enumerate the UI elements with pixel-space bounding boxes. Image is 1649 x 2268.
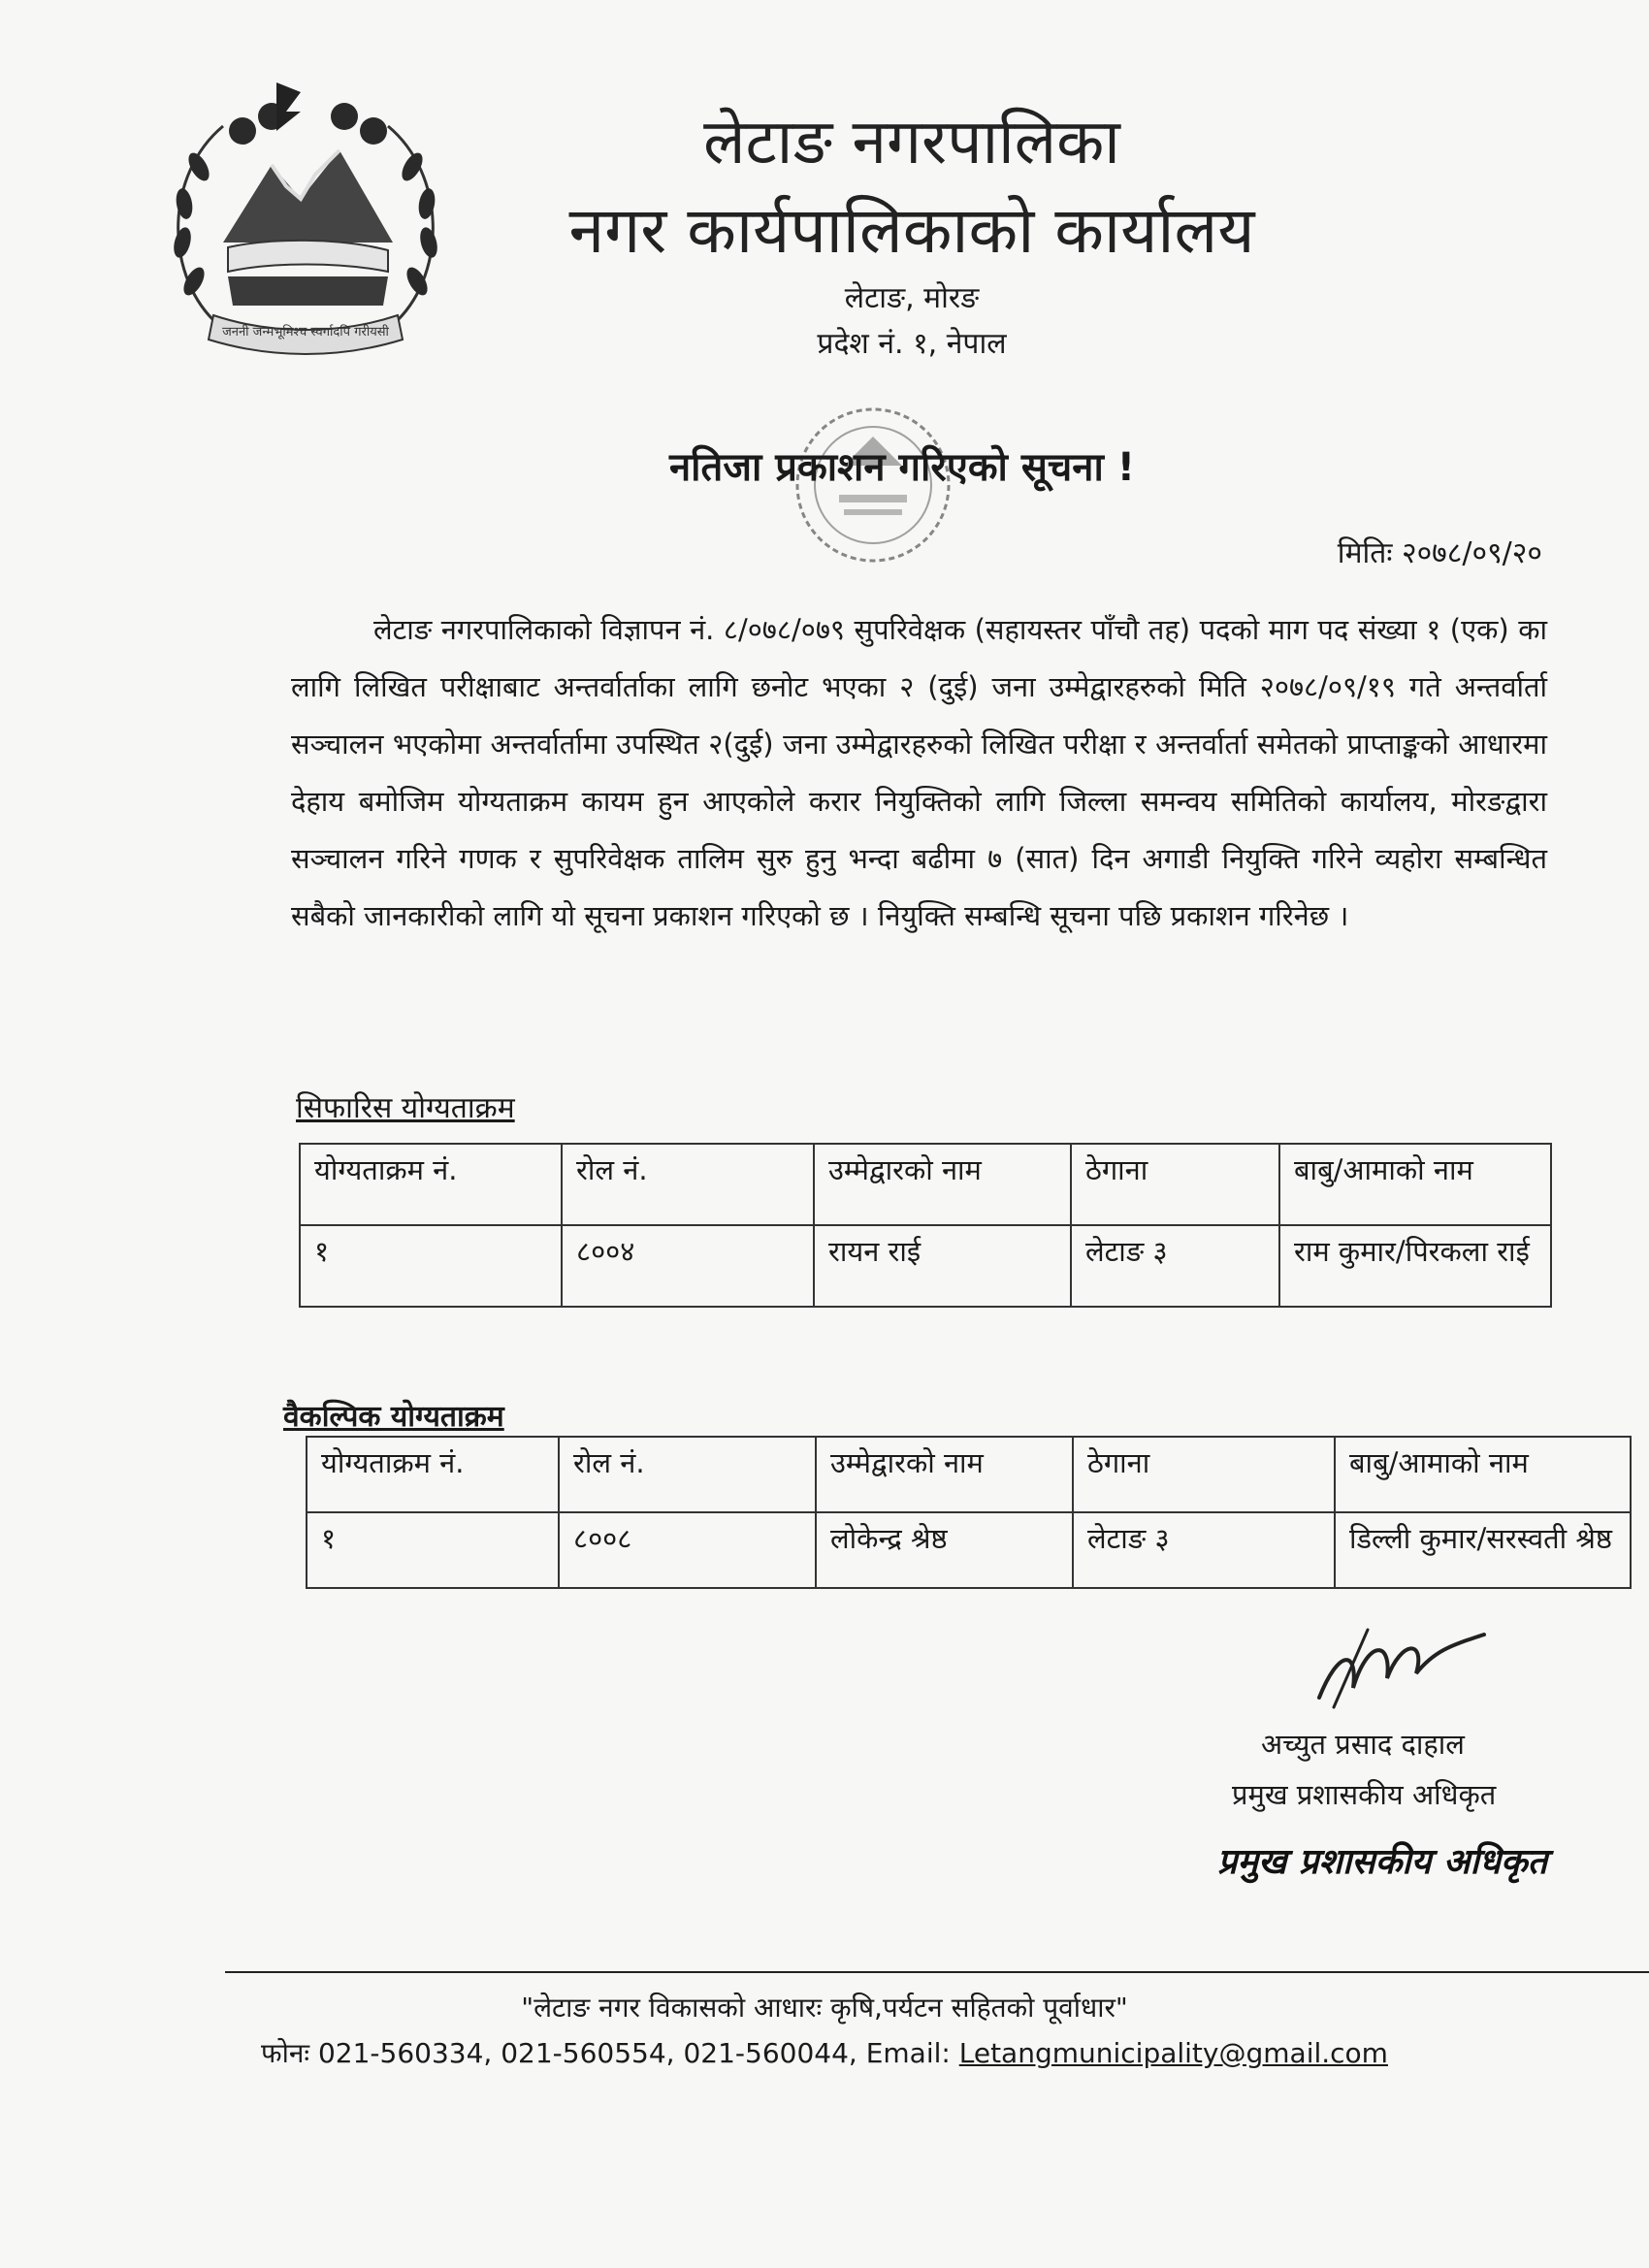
nepal-emblem-icon bbox=[155, 78, 456, 359]
alternate-heading: वैकल्पिक योग्यताक्रम bbox=[283, 1400, 504, 1434]
notice-body-text: लेटाङ नगरपालिकाको विज्ञापन नं. ८/०७८/०७९ सुपरिवेक्षक (सहायस्तर पाँचौ तह) पदको माग पद संख्या १ (एक) का लागि लिखित परीक्षाबाट अन्तर्वार्ताका लागि छनोट भएका २ (दुई) जना उम्मेद्वारहरुको मिति २०७८/०९/१९ गते अन्तर्वार्ता सञ्चालन भएकोमा अन्तर्वार्तामा उपस्थित २(दुई) जना उम्मेद्वारहरुको लिखित परीक्षा र अन्तर्वार्ता समेतको प्राप्ताङ्कको आधारमा देहाय बमोजिम योग्यताक्रम कायम हुन आएकोले करार नियुक्तिको लागि जिल्ला समन्वय समितिको कार्यालय, मोरङद्वारा सञ्चालन गरिने गणक र सुपरिवेक्षक तालिम सुरु हुनु भन्दा बढीमा ७ (सात) दिन अगाडी नियुक्ति गरिने व्यहोरा सम्बन्धित सबैको जानकारीको लागि यो सूचना प्रकाशन गरिएको छ । नियुक्ति सम्बन्धि सूचना पछि प्रकाशन गरिनेछ । bbox=[291, 613, 1547, 932]
table-header-row bbox=[300, 1144, 1551, 1225]
col-candidate-name: उम्मेद्वारको नाम bbox=[814, 1144, 1071, 1225]
cell-address: लेटाङ ३ bbox=[1071, 1225, 1279, 1307]
recommended-table bbox=[299, 1143, 1552, 1308]
phone-numbers: 021-560334, 021-560554, 021-560044, bbox=[317, 2037, 857, 2069]
signatory-title: प्रमुख प्रशासकीय अधिकृत bbox=[1232, 1778, 1497, 1811]
cell-candidate-name: लोकेन्द्र श्रेष्ठ bbox=[816, 1512, 1073, 1588]
cell-roll-no: ८००४ bbox=[562, 1225, 814, 1307]
footer-contact bbox=[0, 2034, 1649, 2071]
table-row bbox=[300, 1225, 1551, 1307]
table-header-row bbox=[307, 1437, 1631, 1512]
address-district: लेटाङ, मोरङ bbox=[844, 281, 980, 315]
footer-divider bbox=[225, 1971, 1649, 1973]
cell-merit-no: १ bbox=[300, 1225, 562, 1307]
col-address: ठेगाना bbox=[1073, 1437, 1335, 1512]
col-candidate-name: उम्मेद्वारको नाम bbox=[816, 1437, 1073, 1512]
phone-label: फोनः bbox=[261, 2037, 310, 2069]
municipality-name: लेटाङ नगरपालिका bbox=[703, 107, 1120, 178]
cell-candidate-name: रायन राई bbox=[814, 1225, 1071, 1307]
col-parents-name: बाबु/आमाको नाम bbox=[1279, 1144, 1551, 1225]
cell-merit-no: १ bbox=[307, 1512, 559, 1588]
cell-address: लेटाङ ३ bbox=[1073, 1512, 1335, 1588]
signatory-name: अच्युत प्रसाद दाहाल bbox=[1261, 1728, 1465, 1761]
alternate-table bbox=[306, 1436, 1632, 1589]
emblem-motto: जननी जन्मभूमिश्च स्वर्गादपि गरीयसी bbox=[222, 325, 389, 340]
signature-icon bbox=[1300, 1610, 1494, 1727]
email-label: Email: bbox=[865, 2037, 951, 2069]
cell-parents-name: डिल्ली कुमार/सरस्वती श्रेष्ठ bbox=[1335, 1512, 1631, 1588]
cell-roll-no: ८००८ bbox=[559, 1512, 816, 1588]
col-roll-no: रोल नं. bbox=[559, 1437, 816, 1512]
email-link[interactable]: Letangmunicipality@gmail.com bbox=[958, 2037, 1388, 2069]
notice-title: नतिजा प्रकाशन गरिएको सूचना ! bbox=[668, 445, 1136, 490]
col-roll-no: रोल नं. bbox=[562, 1144, 814, 1225]
cell-parents-name: राम कुमार/पिरकला राई bbox=[1279, 1225, 1551, 1307]
notice-date: मितिः २०७८/०९/२० bbox=[1337, 536, 1542, 570]
signatory-stamp: प्रमुख प्रशासकीय अधिकृत bbox=[1217, 1842, 1548, 1882]
col-parents-name: बाबु/आमाको नाम bbox=[1335, 1437, 1631, 1512]
notice-body bbox=[291, 601, 1547, 945]
col-merit-no: योग्यताक्रम नं. bbox=[300, 1144, 562, 1225]
address-province: प्रदेश नं. १, नेपाल bbox=[817, 327, 1007, 361]
table-row bbox=[307, 1512, 1631, 1588]
office-name: नगर कार्यपालिकाको कार्यालय bbox=[568, 193, 1255, 268]
col-address: ठेगाना bbox=[1071, 1144, 1279, 1225]
recommended-heading: सिफारिस योग्यताक्रम bbox=[296, 1091, 515, 1125]
col-merit-no: योग्यताक्रम नं. bbox=[307, 1437, 559, 1512]
footer-slogan: "लेटाङ नगर विकासको आधारः कृषि,पर्यटन सहितको पूर्वाधार" bbox=[521, 1992, 1128, 2024]
